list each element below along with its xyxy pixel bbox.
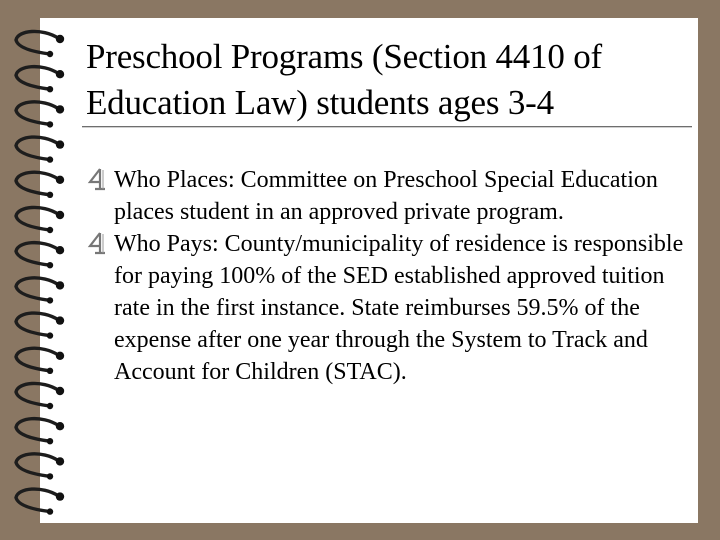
bullet-item-who-pays bbox=[84, 228, 684, 388]
slide-body bbox=[84, 164, 684, 388]
binder-ring bbox=[16, 489, 64, 515]
binder-ring bbox=[16, 419, 64, 445]
bullet-4-icon bbox=[87, 167, 109, 191]
binder-ring bbox=[16, 207, 64, 233]
binder-ring bbox=[16, 383, 64, 409]
spiral-binding bbox=[0, 0, 80, 540]
binder-ring bbox=[16, 102, 64, 128]
binder-ring bbox=[16, 313, 64, 339]
binder-ring bbox=[16, 278, 64, 304]
spiral-binding-rings-icon bbox=[0, 0, 80, 540]
binder-ring bbox=[16, 243, 64, 269]
binder-ring bbox=[16, 172, 64, 198]
bullet-text: Who Pays: County/municipality of residence is responsible for paying 100% of the SED established approved tuition rate in the first instance. State reimburses 59.5% of the expense after one year through the System to Track and Account for Children (STAC). bbox=[114, 231, 684, 385]
slide-title: Preschool Programs (Section 4410 of Education Law) students ages 3-4 bbox=[86, 37, 602, 122]
title-divider bbox=[82, 126, 692, 128]
binder-ring bbox=[16, 348, 64, 374]
binder-ring bbox=[16, 67, 64, 93]
bullet-item-who-places bbox=[84, 164, 684, 228]
binder-ring bbox=[16, 454, 64, 480]
bullet-4-icon bbox=[87, 231, 109, 255]
binder-ring bbox=[16, 31, 64, 57]
binder-ring bbox=[16, 137, 64, 163]
bullet-text: Who Places: Committee on Preschool Special Education places student in an approved private program. bbox=[114, 167, 658, 225]
